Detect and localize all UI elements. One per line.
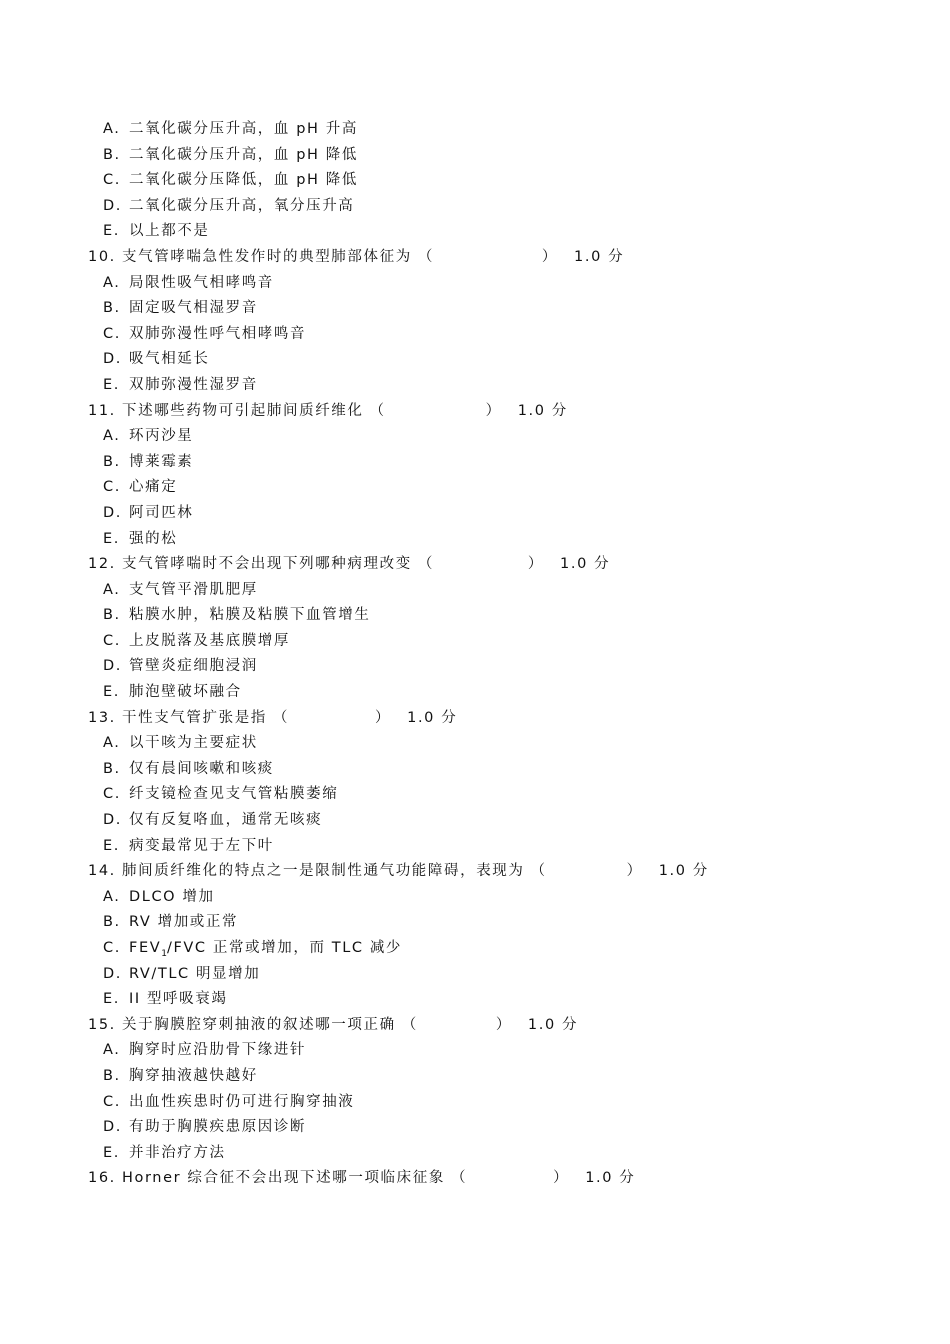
option-item bbox=[88, 143, 918, 169]
option-item bbox=[88, 527, 918, 553]
answer-paren-close: ） bbox=[541, 248, 559, 265]
option-text: 吸气相延长 bbox=[129, 351, 210, 368]
option-text: 以上都不是 bbox=[129, 223, 210, 240]
question-stem bbox=[88, 1013, 918, 1039]
answer-paren-open: （ bbox=[450, 1170, 468, 1187]
option-letter: A. bbox=[103, 1042, 121, 1059]
option-letter: E. bbox=[103, 991, 120, 1008]
question-number: 10. bbox=[88, 248, 116, 265]
question-score: 1.0 分 bbox=[658, 863, 709, 880]
option-text: 双肺弥漫性呼气相哮鸣音 bbox=[129, 325, 307, 342]
option-item bbox=[88, 168, 918, 194]
option-item bbox=[88, 424, 918, 450]
answer-paren-close: ） bbox=[375, 709, 392, 726]
option-letter: D. bbox=[103, 197, 122, 214]
option-text: 二氧化碳分压升高，氧分压升高 bbox=[129, 197, 355, 214]
option-item bbox=[88, 219, 918, 245]
question-stem bbox=[88, 1166, 918, 1192]
answer-paren-open: （ bbox=[272, 709, 290, 726]
option-letter: C. bbox=[103, 479, 121, 496]
option-item bbox=[88, 808, 918, 834]
question-number: 14. bbox=[88, 863, 116, 880]
option-text: 心痛定 bbox=[129, 479, 178, 496]
question-number: 13. bbox=[88, 709, 116, 726]
answer-paren-close: ） bbox=[485, 402, 502, 419]
option-letter: E. bbox=[103, 837, 120, 854]
option-text: 仅有反复咯血，通常无咳痰 bbox=[129, 812, 323, 829]
question-score: 1.0 分 bbox=[560, 556, 611, 573]
option-text: RV/TLC 明显增加 bbox=[129, 965, 261, 982]
option-letter: B. bbox=[103, 453, 121, 470]
option-text: 固定吸气相湿罗音 bbox=[129, 300, 258, 317]
option-letter: C. bbox=[103, 786, 121, 803]
option-text: 粘膜水肿，粘膜及粘膜下血管增生 bbox=[129, 607, 371, 624]
option-letter: B. bbox=[103, 914, 121, 931]
option-text: 胸穿时应沿肋骨下缘进针 bbox=[129, 1042, 307, 1059]
option-letter: C. bbox=[103, 632, 121, 649]
option-item bbox=[88, 1064, 918, 1090]
question-number: 16. bbox=[88, 1170, 116, 1187]
option-letter: A. bbox=[103, 274, 121, 291]
option-item bbox=[88, 834, 918, 860]
option-text: 有助于胸膜疾患原因诊断 bbox=[129, 1119, 307, 1136]
answer-paren-open: （ bbox=[417, 248, 434, 265]
option-letter: D. bbox=[103, 504, 122, 521]
question-list bbox=[88, 117, 918, 1192]
option-text-cont: /FVC 正常或增加，而 TLC 减少 bbox=[166, 940, 403, 956]
option-letter: D. bbox=[103, 658, 122, 675]
question-stem bbox=[88, 399, 918, 425]
option-letter: E. bbox=[103, 684, 120, 701]
option-letter: A. bbox=[103, 428, 121, 445]
option-item bbox=[88, 885, 918, 911]
answer-paren-close: ） bbox=[495, 1016, 512, 1033]
option-item bbox=[88, 578, 918, 604]
answer-paren-open: （ bbox=[401, 1016, 418, 1033]
option-text: 并非治疗方法 bbox=[129, 1144, 226, 1161]
option-subscript: 1 bbox=[161, 948, 167, 959]
option-letter: A. bbox=[103, 581, 121, 598]
option-text: 阿司匹林 bbox=[129, 504, 194, 521]
option-text: 上皮脱落及基底膜增厚 bbox=[129, 632, 290, 649]
option-letter: B. bbox=[103, 607, 121, 624]
question-stem bbox=[88, 245, 918, 271]
question-text: 干性支气管扩张是指 bbox=[122, 709, 267, 726]
option-letter: D. bbox=[103, 965, 122, 982]
option-letter: E. bbox=[103, 1144, 120, 1161]
option-item bbox=[88, 1038, 918, 1064]
option-text: 强的松 bbox=[129, 530, 178, 547]
option-item bbox=[88, 731, 918, 757]
option-letter: C. bbox=[103, 1093, 121, 1110]
question-text: 关于胸膜腔穿刺抽液的叙述哪一项正确 bbox=[122, 1016, 396, 1033]
answer-paren-close: ） bbox=[626, 863, 643, 880]
option-item bbox=[88, 987, 918, 1013]
option-item bbox=[88, 936, 918, 962]
option-item bbox=[88, 501, 918, 527]
option-text: 胸穿抽液越快越好 bbox=[129, 1067, 258, 1084]
option-letter: D. bbox=[103, 1119, 122, 1136]
option-item bbox=[88, 373, 918, 399]
question-score: 1.0 分 bbox=[585, 1170, 636, 1187]
option-text: 双肺弥漫性湿罗音 bbox=[129, 376, 258, 393]
option-text: II 型呼吸衰竭 bbox=[129, 991, 228, 1008]
option-letter: D. bbox=[103, 351, 122, 368]
question-stem bbox=[88, 706, 918, 732]
option-text: RV 增加或正常 bbox=[129, 914, 239, 931]
option-item bbox=[88, 322, 918, 348]
option-text: 管壁炎症细胞浸润 bbox=[129, 658, 258, 675]
question-stem bbox=[88, 859, 918, 885]
option-letter: D. bbox=[103, 812, 122, 829]
answer-paren-close: ） bbox=[553, 1170, 570, 1187]
answer-paren-close: ） bbox=[527, 556, 545, 573]
option-letter: B. bbox=[103, 760, 121, 777]
option-item bbox=[88, 475, 918, 501]
question-text: 肺间质纤维化的特点之一是限制性通气功能障碍，表现为 bbox=[122, 863, 525, 880]
option-item bbox=[88, 757, 918, 783]
option-item bbox=[88, 117, 918, 143]
option-letter: E. bbox=[103, 376, 120, 393]
option-text: 二氧化碳分压升高，血 pH 升高 bbox=[129, 121, 358, 137]
option-text: FEV bbox=[129, 940, 162, 956]
question-text: 支气管哮喘时不会出现下列哪种病理改变 bbox=[122, 556, 412, 573]
question-score: 1.0 分 bbox=[517, 402, 568, 419]
option-letter: E. bbox=[103, 530, 120, 547]
option-text: 环丙沙星 bbox=[129, 428, 194, 445]
option-text: 局限性吸气相哮鸣音 bbox=[129, 274, 274, 291]
answer-paren-open: （ bbox=[417, 556, 434, 573]
question-text: Horner 综合征不会出现下述哪一项临床征象 bbox=[122, 1170, 445, 1187]
option-text: 支气管平滑肌肥厚 bbox=[129, 581, 258, 598]
option-text: DLCO 增加 bbox=[129, 888, 215, 905]
question-stem bbox=[88, 552, 918, 578]
option-item bbox=[88, 782, 918, 808]
option-item bbox=[88, 680, 918, 706]
option-text: 博莱霉素 bbox=[129, 453, 194, 470]
option-text: 肺泡壁破坏融合 bbox=[129, 684, 242, 701]
option-text: 病变最常见于左下叶 bbox=[129, 837, 274, 854]
option-text: 仅有晨间咳嗽和咳痰 bbox=[129, 760, 274, 777]
option-text: 出血性疾患时仍可进行胸穿抽液 bbox=[129, 1093, 355, 1110]
option-item bbox=[88, 654, 918, 680]
option-letter: C. bbox=[103, 940, 121, 956]
option-text: 纤支镜检查见支气管粘膜萎缩 bbox=[129, 786, 339, 803]
option-text: 二氧化碳分压升高，血 pH 降低 bbox=[129, 146, 358, 163]
option-text: 以干咳为主要症状 bbox=[129, 735, 258, 752]
option-item bbox=[88, 629, 918, 655]
option-item bbox=[88, 910, 918, 936]
question-score: 1.0 分 bbox=[527, 1016, 579, 1033]
option-letter: B. bbox=[103, 1067, 121, 1084]
question-text: 支气管哮喘急性发作时的典型肺部体征为 bbox=[122, 248, 412, 265]
option-letter: B. bbox=[103, 300, 121, 317]
question-text: 下述哪些药物可引起肺间质纤维化 bbox=[122, 402, 364, 419]
option-item bbox=[88, 194, 918, 220]
option-item bbox=[88, 296, 918, 322]
answer-paren-open: （ bbox=[530, 863, 547, 880]
option-letter: C. bbox=[103, 325, 121, 342]
option-item bbox=[88, 271, 918, 297]
option-letter: A. bbox=[103, 121, 121, 137]
option-letter: A. bbox=[103, 735, 121, 752]
option-item bbox=[88, 1141, 918, 1167]
answer-paren-open: （ bbox=[369, 402, 386, 419]
question-number: 12. bbox=[88, 556, 116, 573]
option-item bbox=[88, 1115, 918, 1141]
option-item bbox=[88, 962, 918, 988]
question-number: 15. bbox=[88, 1016, 116, 1033]
option-letter: B. bbox=[103, 146, 121, 163]
option-item bbox=[88, 1090, 918, 1116]
option-letter: E. bbox=[103, 223, 120, 240]
question-score: 1.0 分 bbox=[407, 709, 458, 726]
option-letter: A. bbox=[103, 888, 121, 905]
option-item bbox=[88, 347, 918, 373]
question-score: 1.0 分 bbox=[574, 248, 625, 265]
question-number: 11. bbox=[88, 402, 116, 419]
option-item bbox=[88, 603, 918, 629]
option-letter: C. bbox=[103, 172, 121, 189]
option-text: 二氧化碳分压降低，血 pH 降低 bbox=[129, 172, 358, 189]
option-item bbox=[88, 450, 918, 476]
